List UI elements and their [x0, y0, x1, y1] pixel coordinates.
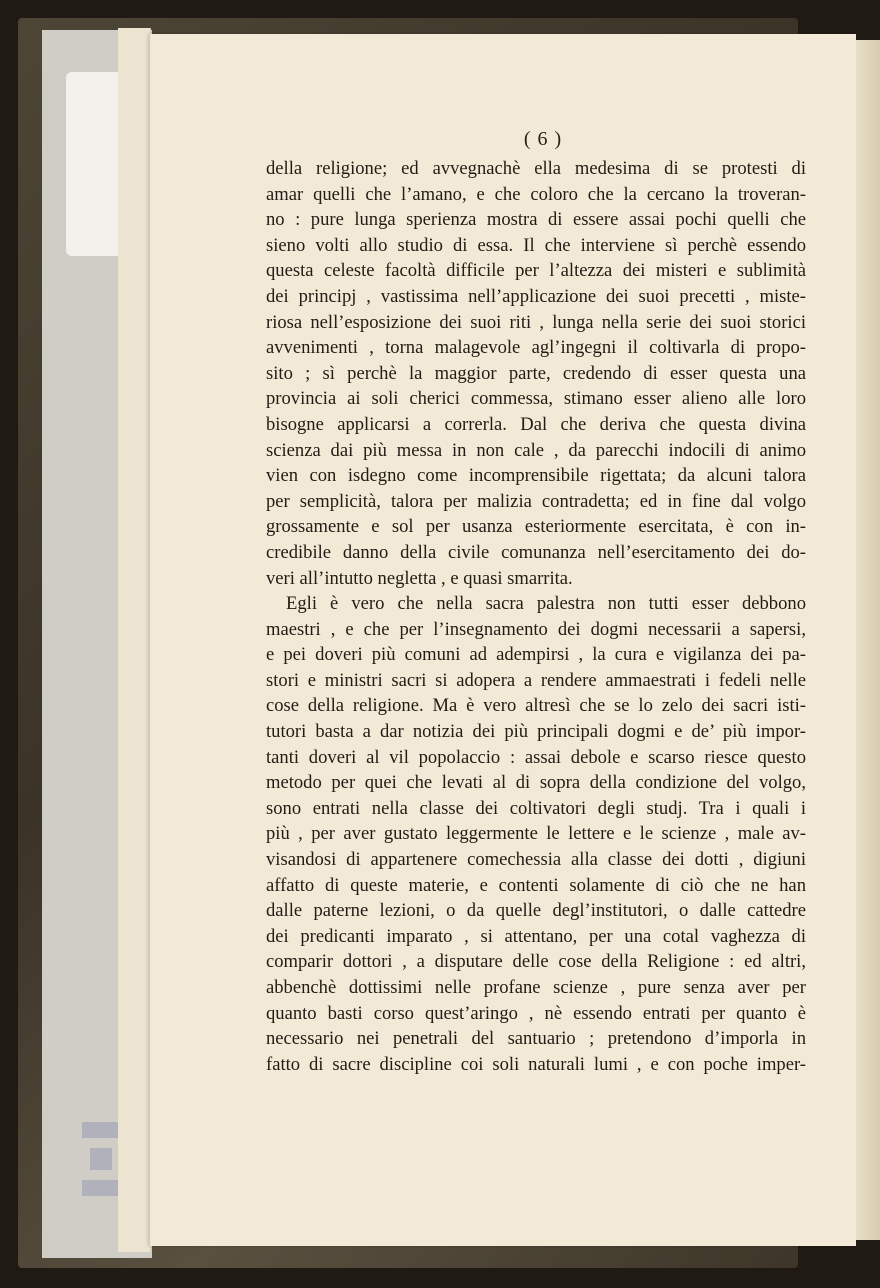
text-line: abbenchè dottissimi nelle profane scienze , pure senza aver per	[266, 977, 806, 998]
text-line: provincia ai soli cherici commessa, stimano esser alieno alle loro	[266, 388, 806, 410]
text-line: metodo per quei che levati al di sopra della condizione del volgo,	[266, 772, 806, 794]
page-number: ( 6 )	[523, 128, 563, 150]
text-line: veri all’intutto negletta , e quasi smarrita.	[266, 567, 573, 589]
text-line: necessario nei penetrali del santuario ; pretendono d’imporla in	[266, 1028, 806, 1050]
text-line: tutori basta a dar notizia dei più principali dogmi e de’ più impor-	[266, 721, 806, 743]
text-line: bisogne applicarsi a correrla. Dal che deriva che questa divina	[266, 413, 806, 435]
text-line: cose della religione. Ma è vero altresì che se lo zelo dei sacri isti-	[266, 695, 806, 717]
text-line: no : pure lunga sperienza mostra di essere assai pochi quelli che	[266, 209, 806, 231]
text-line: comparir dottori , a disputare delle cose della Religione : ed altri,	[266, 951, 806, 973]
text-line: vien con isdegno come incomprensibile rigettata; da alcuni talora	[266, 465, 806, 487]
text-line: sito ; sì perchè la maggior parte, credendo di esser questa una	[266, 362, 806, 384]
text-line: fatto di sacre discipline coi soli naturali lumi , e con poche imper-	[266, 1053, 806, 1075]
text-line: grossamente e sol per usanza esteriormente esercitata, è con in-	[266, 516, 806, 538]
text-line: sono entrati nella classe dei coltivatori degli studj. Tra i quali i	[266, 797, 806, 819]
text-line: dalle paterne lezioni, o da quelle degl’institutori, o dalle cattedre	[266, 900, 806, 922]
text-line: dei principj , vastissima nell’applicazione dei suoi precetti , miste-	[266, 285, 806, 307]
text-line: della religione; ed avvegnachè ella medesima di se protesti di	[266, 158, 806, 179]
text-line: avvenimenti , torna malagevole agl’ingegni il coltivarla di propo-	[266, 337, 806, 359]
body-text	[266, 156, 806, 1077]
text-line: e pei doveri più comuni ad adempirsi , la cura e vigilanza dei pa-	[266, 644, 806, 666]
text-line: più , per aver gustato leggermente le lettere e le scienze , male av-	[266, 823, 806, 845]
text-line: maestri , e che per l’insegnamento dei dogmi necessarii a sapersi,	[266, 618, 806, 640]
text-line: Egli è vero che nella sacra palestra non tutti esser debbono	[286, 593, 806, 615]
text-line: per semplicità, talora per malizia contradetta; ed in fine dal volgo	[266, 490, 806, 512]
text-line: questa celeste facoltà difficile per l’altezza dei misteri e sublimità	[266, 260, 806, 282]
text-line: affatto di queste materie, e contenti solamente di ciò che ne han	[266, 874, 806, 896]
text-line: sieno volti allo studio di essa. Il che interviene sì perchè essendo	[266, 234, 806, 256]
text-line: quanto basti corso quest’aringo , nè essendo entrati per quanto è	[266, 1002, 806, 1024]
text-line: scienza dai più messa in non cale , da parecchi indocili di animo	[266, 439, 806, 461]
text-line: visandosi di appartenere comechessia alla classe dei dotti , digiuni	[266, 849, 806, 871]
text-line: dei predicanti imparato , si attentano, per una cotal vaghezza di	[266, 925, 806, 947]
text-line: amar quelli che l’amano, e che coloro che la cercano la troveran-	[266, 183, 806, 205]
text-line: credibile danno della civile comunanza nell’esercitamento dei do-	[266, 541, 806, 563]
text-line: riosa nell’esposizione dei suoi riti , lunga nella serie dei suoi storici	[266, 311, 806, 333]
text-line: tanti doveri al vil popolaccio : assai debole e scarso riesce questo	[266, 746, 806, 768]
text-line: stori e ministri sacri si adopera a rendere ammaestrati i fedeli nelle	[266, 669, 806, 691]
